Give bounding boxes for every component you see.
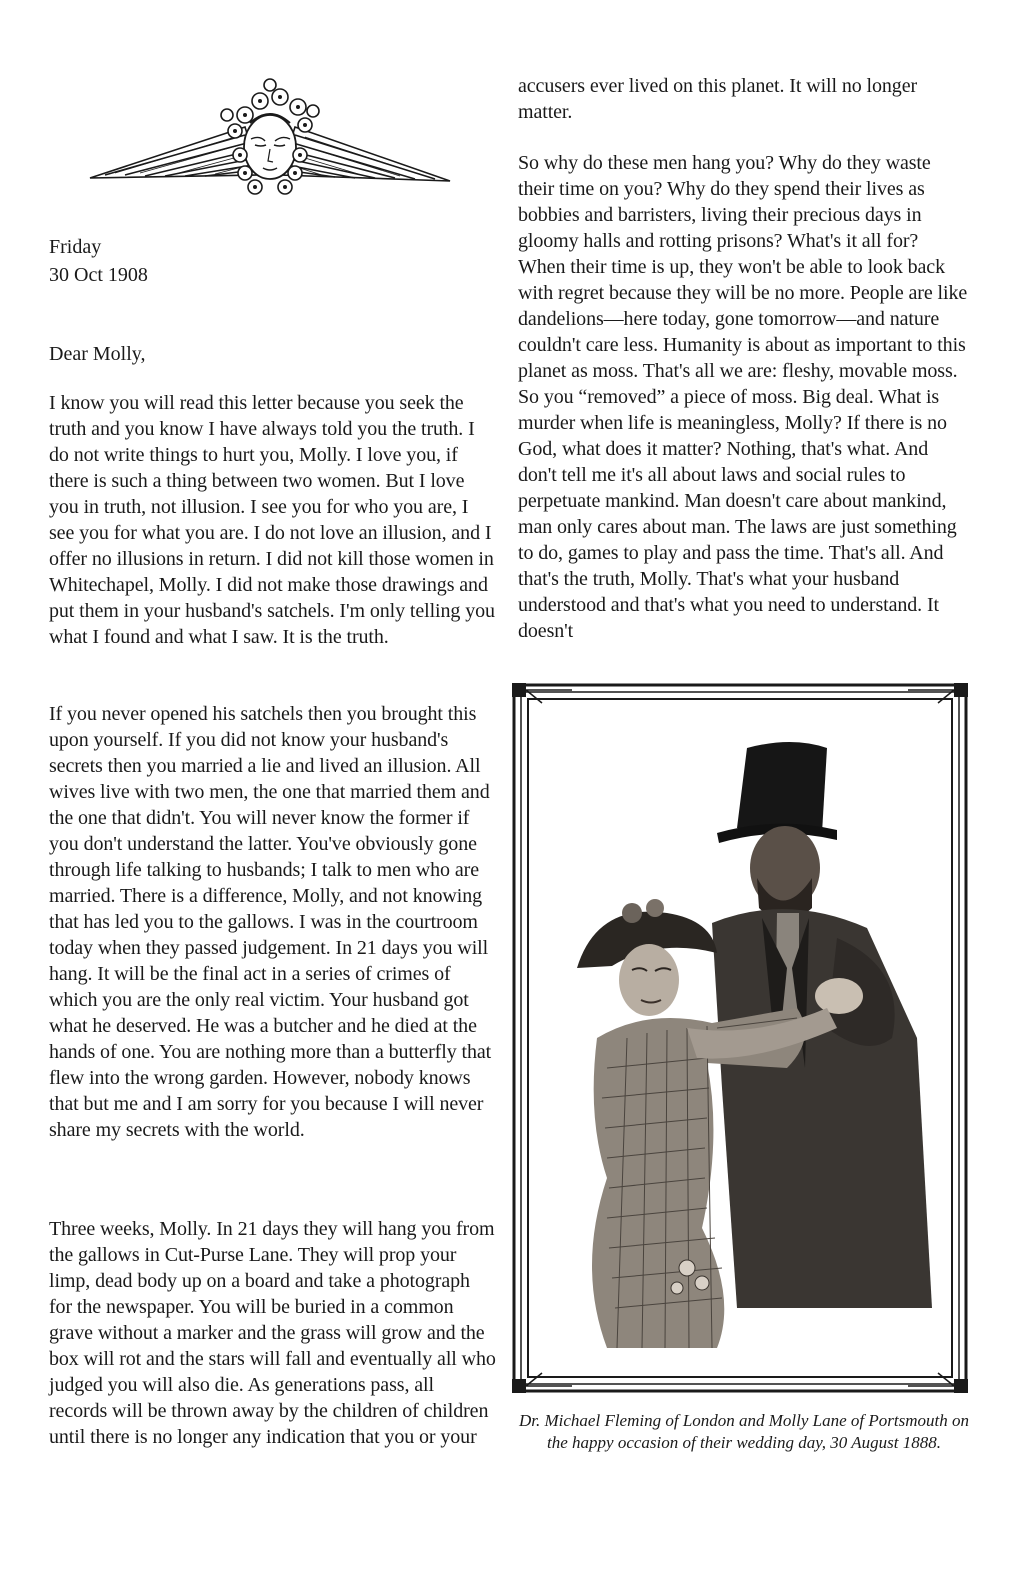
letter-day: Friday	[49, 236, 102, 258]
letter-date-block	[49, 233, 148, 289]
wedding-photograph	[537, 708, 943, 1368]
letter-paragraph-1: I know you will read this letter because you seek the truth and you know I have always told you the truth. I do not write things to hurt you, Molly. I love you, if there is such a thing between two women. But I love you in truth, not illusion. I see you for who you are, I see you for what you are. I do not love an illusion, and I offer no illusions in return. I did not kill those women in Whitechapel, Molly. I did not make those drawings and put them in your husband's satchels. I'm only telling you what I found and what I saw. It is the truth.	[49, 392, 495, 648]
photo-caption: Dr. Michael Fleming of London and Molly Lane of Portsmouth on the happy occasion of their wedding day, 30 August 1888.	[518, 1411, 969, 1452]
letter-paragraph-3: Three weeks, Molly. In 21 days they will hang you from the gallows in Cut-Purse Lane. They will prop your limp, dead body up on a board and take a photograph for the newspaper. You will be buried in a common grave without a marker and the grass will grow and the box will rot and the stars will fall and eventually all who judged you will also die. As generations pass, all records will be thrown away by the children of children until there is no longer any indication that you or your	[49, 1218, 496, 1448]
letter-right-paragraph-2: So why do these men hang you? Why do they waste their time on you? Why do they spend their lives as bobbies and barristers, living their precious days in gloomy halls and rotting prisons? What's it all for? When their time is up, they won't be able to look back with regret because they will be no more. People are like dandelions—here today, gone tomorrow—and nature couldn't care less. Humanity is about as important to this planet as moss. That's all we are: fleshy, movable moss. So you “removed” a piece of moss. Big deal. What is murder when life is meaningless, Molly? If there is no God, what does it matter? Nothing, that's what. And don't tell me it's all about laws and social rules to perpetuate mankind. Man doesn't care about mankind, man only cares about man. The laws are just something to do, games to play and pass the time. That's all. And that's the truth, Molly. That's what your husband understood and that's what you need to understand. It doesn't	[518, 152, 968, 642]
couple-portrait-image	[537, 708, 943, 1368]
letter-salutation: Dear Molly,	[49, 343, 146, 365]
letter-right-paragraph-1: accusers ever lived on this planet. It will no longer matter.	[518, 75, 918, 123]
letter-paragraph-2: If you never opened his satchels then you brought this upon yourself. If you did not know your husband's secrets then you married a lie and lived an illusion. All wives live with two men, the one that married them and the one that didn't. You will never know the former if you don't understand the latter. You've obviously gone through life talking to husbands; I talk to men who are married. There is a difference, Molly, and not knowing that has led you to the gallows. I was in the courtroom today when they passed judgement. In 21 days you will hang. It will be the final act in a series of crimes of which you are the only real victim. Your husband got what he deserved. He was a butcher and he died at the hands of one. You are nothing more than a butterfly that flew into the wrong garden. However, nobody knows that but me and I am sorry for you because I will never share my secrets with the world.	[49, 703, 492, 1141]
art-nouveau-header-illustration	[85, 75, 455, 205]
photo-frame	[512, 683, 968, 1393]
letter-date: 30 Oct 1908	[49, 264, 148, 286]
